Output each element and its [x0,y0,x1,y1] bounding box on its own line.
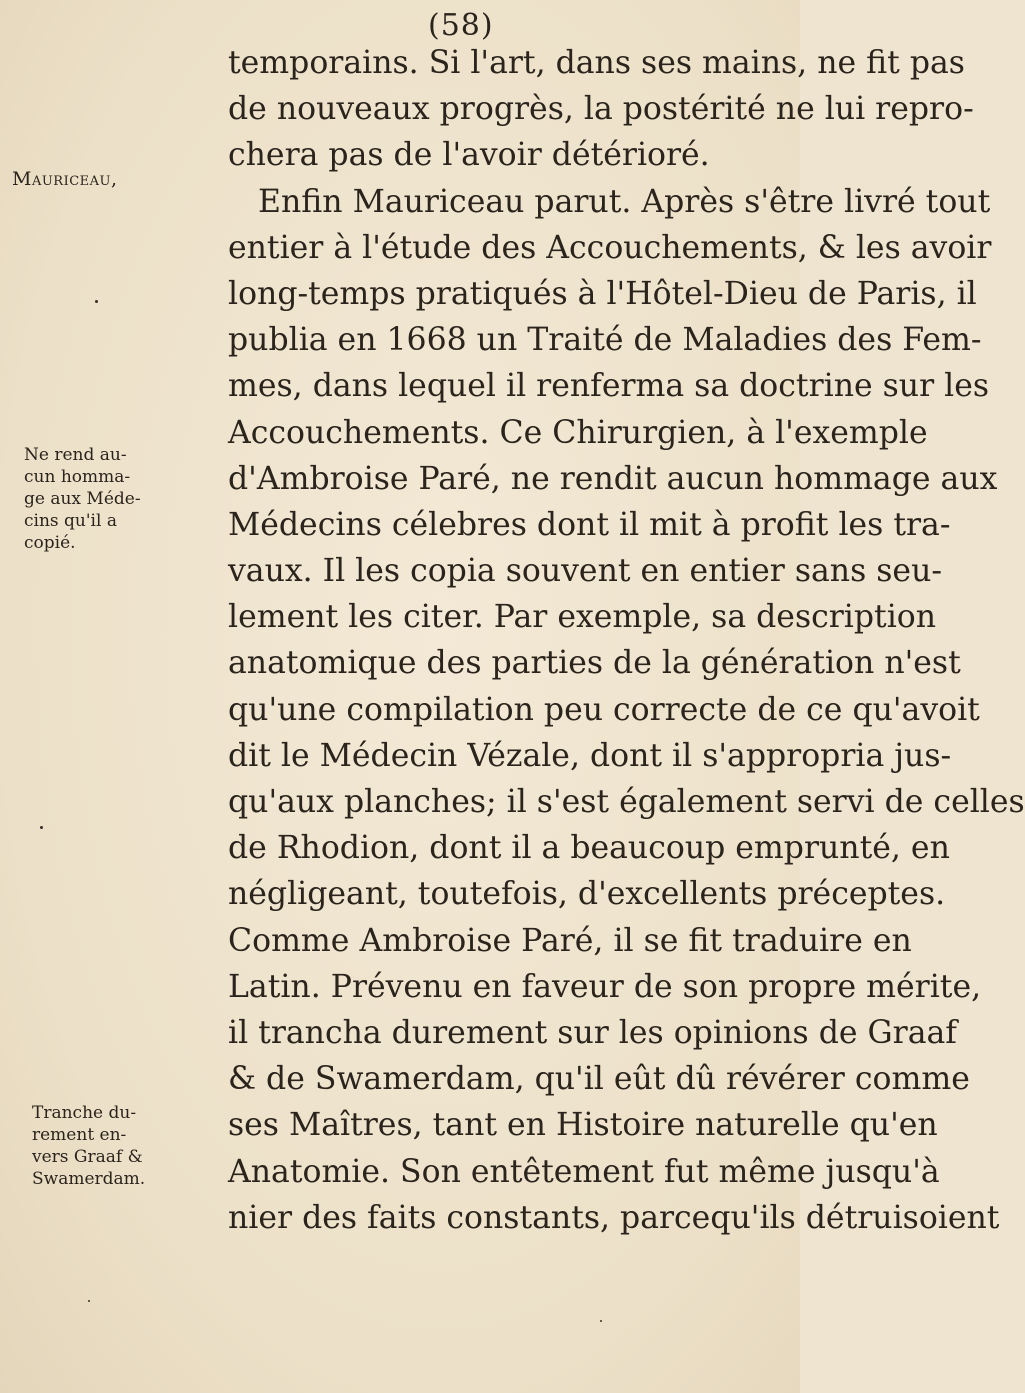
text-line: vaux. Il les copia souvent en entier sans seu- [228,553,942,590]
text-line: Médecins célebres dont il mit à profit les tra- [228,506,951,543]
margin-note-line: rement en- [32,1125,127,1145]
text-line: anatomique des parties de la génération n'est [228,645,961,682]
paper-speck [88,1300,90,1302]
text-line: il trancha durement sur les opinions de Graaf [228,1014,957,1051]
text-line: ses Maîtres, tant en Histoire naturelle qu'en [228,1107,938,1144]
text-line: entier à l'étude des Accouchements, & les avoir [228,229,992,266]
text-line: & de Swamerdam, qu'il eût dû révérer comme [228,1061,970,1098]
text-line: Enfin Mauriceau parut. Après s'être livré tout [258,183,991,220]
text-line: Latin. Prévenu en faveur de son propre mérite, [228,968,982,1005]
text-line: négligeant, toutefois, d'excellents préceptes. [228,876,946,913]
text-line: de nouveaux progrès, la postérité ne lui repro- [228,91,974,128]
text-line: nier des faits constants, parcequ'ils détruisoient [228,1199,1000,1236]
text-line: lement les citer. Par exemple, sa description [228,599,937,636]
margin-note-line: Ne rend au- [24,445,127,465]
text-line: mes, dans lequel il renferma sa doctrine sur les [228,368,990,405]
margin-note-hommage [24,444,224,554]
text-line: qu'une compilation peu correcte de ce qu'avoit [228,691,980,728]
margin-note-line: copié. [24,533,76,553]
text-line: publia en 1668 un Traité de Maladies des Fem- [228,322,982,359]
margin-note-line: cun homma- [24,467,131,487]
text-line: chera pas de l'avoir détérioré. [228,137,710,174]
margin-note-mauriceau [12,168,212,190]
text-line: dit le Médecin Vézale, dont il s'appropria jus- [228,737,952,774]
margin-note-line: Swamerdam. [32,1169,146,1189]
text-line: qu'aux planches; il s'est également servi de celles [228,784,1025,820]
margin-note-line: Mauriceau, [12,168,118,190]
text-line: Accouchements. Ce Chirurgien, à l'exemple [228,414,928,451]
text-line: long-temps pratiqués à l'Hôtel-Dieu de Paris, il [228,275,977,312]
margin-note-line: Tranche du- [32,1103,137,1123]
margin-note-line: vers Graaf & [32,1147,143,1167]
margin-note-line: cins qu'il a [24,511,117,531]
margin-note-graaf [32,1102,232,1190]
text-line: temporains. Si l'art, dans ses mains, ne fit pas [228,45,965,81]
page-number: (58) [428,8,494,43]
margin-note-line: ge aux Méde- [24,489,141,509]
text-line: de Rhodion, dont il a beaucoup emprunté, en [228,830,950,867]
text-line: Anatomie. Son entêtement fut même jusqu'à [228,1153,940,1190]
body-text [228,40,1025,1241]
text-line: d'Ambroise Paré, ne rendit aucun hommage aux [228,460,998,497]
paper-speck [600,1320,602,1322]
paper-speck [95,300,98,303]
paper-speck [40,826,43,829]
text-line: Comme Ambroise Paré, il se fit traduire en [228,922,912,959]
